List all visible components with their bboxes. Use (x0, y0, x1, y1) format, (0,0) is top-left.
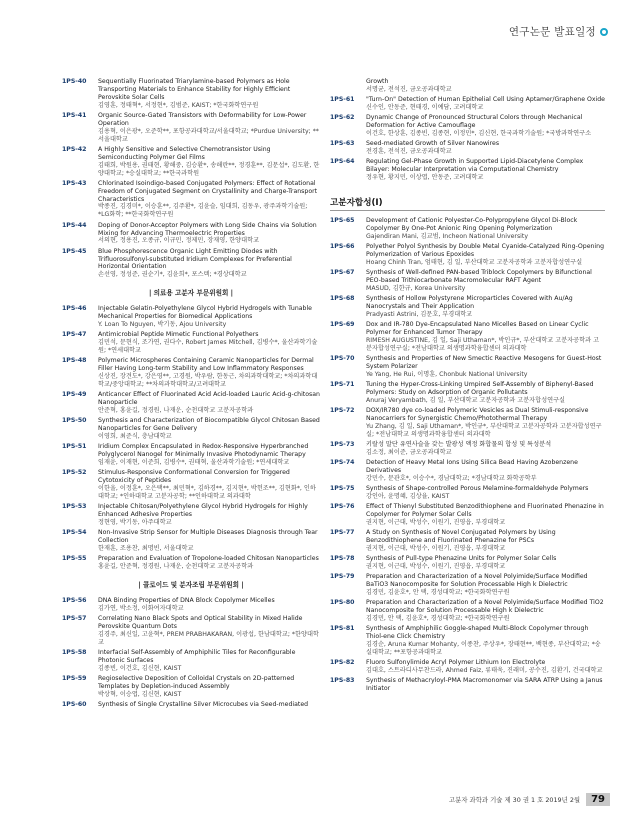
entry-authors: 강민수, 문관호*, 이승수*, 경남대학교; *경남대학교 화학공학부 (366, 474, 537, 482)
poster-entry (330, 625, 605, 657)
entry-code: 1PS-83 (330, 677, 355, 685)
entry-title: A Study on Synthesis of Novel Conjugated Polymers by Using Benzodithiophene and Fluorinated Phenazine for PSCs (366, 529, 556, 545)
entry-authors: 김경순, Aruna Kumar Mohanty, 이종찬, 주상우*, 장태현**, 백현종, 부산대학교; *숭실대학교; **포항공과대학교 (366, 641, 601, 657)
poster-entry (62, 146, 320, 178)
entry-title: Fluoro Sulfonylimide Acryl Polymer Lithium Ion Electrolyte (366, 659, 546, 667)
entry-code: 1PS-78 (330, 555, 355, 563)
poster-entry (62, 78, 320, 110)
poster-entry (62, 649, 320, 673)
entry-authors: 박종진, 김경미*, 이승훈**, 김주환*, 김윤슬, 임대희, 김동우, 광주과학기술원; *LG화학; **한국화학연구원 (98, 203, 308, 219)
entry-code: 1PS-49 (62, 391, 87, 399)
entry-code: 1PS-47 (62, 331, 87, 339)
entry-authors: 김태희, 박원용, 권태현, 황해중, 김승환*, 송해란**, 정경훈**, 김문섭*, 김도환, 한양대학교; *승실대학교; **한국과학원 (98, 161, 320, 177)
entry-authors: 강인아, 윤명혜, 김상율, KAIST (366, 493, 450, 501)
entry-code: 1PS-56 (62, 597, 87, 604)
entry-authors: 한재훈, 조용찬, 최명빈, 서울대학교 (98, 544, 194, 552)
entry-title: Tuning the Hyper-Cross-Linking Umpired Self-Assembly of Biphenyl-Based Polymers: Study on Adsorption of Organic Pollutants (366, 381, 594, 396)
poster-entry (62, 112, 320, 144)
entry-title: A Highly Sensitive and Selective Chemotransistor Using Semiconducting Polymer Gel Films (98, 145, 271, 161)
entry-title: Synthesis of Shape-controlled Porous Melamine-formaldehyde Polymers (366, 485, 589, 493)
entry-title: Anticancer Effect of Fluorinated Acid Acid-loaded Lauric Acid-g-chitosan Nanoparticle (98, 391, 320, 407)
entry-title: Synthesis of Amphiphilic Goggle-shaped Multi-Block Copolymer through Thiol-ene Click Chemistry (366, 625, 589, 641)
entry-authors: Hoang Chinh Tran, 엄태현, 김 일, 부산대학교 고분자공학과 고분자합성연구실 (366, 258, 583, 266)
entry-title: Dynamic Change of Pronounced Structural Colors through Mechanical Deformation for Active Camouflage (366, 114, 583, 130)
poster-entry (330, 503, 605, 527)
entry-code: 1PS-53 (62, 503, 87, 511)
entry-code: 1PS-75 (330, 485, 355, 493)
entry-code: 1PS-65 (330, 217, 355, 225)
poster-entry (330, 381, 605, 405)
section-title: 고분자합성(I) (330, 196, 605, 211)
entry-authors: 권지현, 이근대, 박성수, 이원기, 진영읍, 부경대학교 (366, 519, 506, 527)
poster-entry (330, 114, 605, 138)
entry-title: Effect of Thienyl Substituted Benzodithiophene and Fluorinated Phenazine in Copolymer for Polymer Solar Cells (366, 503, 604, 519)
entry-code: 1PS-82 (330, 659, 355, 667)
entry-title: Seed-mediated Growth of Silver Nanowires (366, 140, 500, 148)
entry-title: Organic Source-Gated Transistors with Deformability for Low-Power Operation (98, 111, 307, 127)
poster-entry (330, 96, 605, 112)
entry-title: Stimulus-Responsive Conformational Conversion for Triggered Cytotoxicity of Peptides (98, 469, 290, 485)
entry-code: 1PS-77 (330, 529, 355, 537)
entry-authors: 임재윤, 이재현, 이준희, 김병수*, 권태혁, 울산과학기술원; *연세대학교 (98, 459, 290, 467)
entry-code: 1PS-69 (330, 321, 355, 329)
entry-title: Injectable Gelatin-Polyethylene Glycol Hybrid Hydrogels with Tunable Mechanical Properties for Biomedical Applications (98, 305, 312, 321)
entry-title: "Turn-On" Detection of Human Epithelial Cell Using Aptamer/Graphene Oxide (366, 96, 605, 104)
entry-authors: Gajendiran Mani, 김교범, Incheon National University (366, 232, 528, 240)
entry-authors: 이영희, 최준식, 충남대학교 (98, 433, 172, 441)
entry-code: 1PS-44 (62, 221, 87, 229)
entry-authors: 김경민, 안 택, 김윤호*, 경성대학교; *한국화학연구원 (366, 615, 510, 623)
poster-entry (330, 485, 605, 501)
poster-entry (62, 701, 320, 709)
poster-entry (62, 180, 320, 220)
entry-code: 1PS-54 (62, 529, 87, 537)
poster-entry (330, 677, 605, 693)
poster-entry (330, 659, 605, 675)
entry-authors: 권지현, 이근대, 박성수, 이원기, 진영읍, 부경대학교 (366, 545, 506, 553)
entry-code: 1PS-81 (330, 625, 355, 633)
entry-authors: 김경주, 최신일, 고윤혁*, PREM PRABHAKARAN, 이광섭, 한남대학교; *한양대학교 (98, 630, 319, 646)
entry-title: DOX/IR780 dye co-loaded Polymeric Vesicles as Dual Stimuli-responsive Nanocarriers for Synergistic Chemo/Photothermal Therapy (366, 407, 589, 422)
entry-code: 1PS-43 (62, 179, 87, 187)
entry-code: 1PS-73 (330, 441, 355, 448)
entry-authors: 이건호, 한상훈, 김종빈, 김종현, 이정민*, 김신현, 한국과학기술원; *국방과학연구소 (366, 130, 592, 138)
poster-entry (62, 529, 320, 553)
entry-code: 1PS-74 (330, 459, 355, 467)
poster-entry (62, 615, 320, 647)
poster-entry (62, 331, 320, 355)
entry-authors: 서의현, 정용진, 오종규, 이규민, 정제민, 장재영, 한양대학교 (98, 237, 260, 245)
entry-title: Chlorinated Isoindigo-based Conjugated Polymers: Effect of Rotational Freedom of Conjugated Segment on Crystallinity and Charge-Transport Characteristics (98, 179, 318, 203)
page-number: 79 (586, 793, 610, 806)
entry-code: 1PS-76 (330, 503, 355, 511)
entry-authors: 안준혁, 홍윤길, 정경원, 나재운, 순천대학교 고분자공학과 (98, 407, 254, 414)
poster-entry (330, 355, 605, 379)
poster-entry (62, 503, 320, 527)
entry-code: 1PS-80 (330, 599, 355, 607)
entry-code: 1PS-45 (62, 247, 87, 255)
entry-title: Synthesis of Hollow Polystyrene Microparticles Covered with Au/Ag Nanocrystals and Their Application (366, 295, 573, 311)
entry-authors: 김민석, 문현식, 조가연, 권다수, Robert James Mitchell, 김병수*, 울산과학기술원; *연세대학교 (98, 339, 318, 355)
entry-code: 1PS-55 (62, 555, 87, 563)
entry-code: 1PS-51 (62, 443, 87, 451)
entry-code: 1PS-40 (62, 78, 87, 85)
entry-title: Antimicrobial Peptide Mimetic Functional Polyethers (98, 331, 259, 339)
entry-code: 1PS-59 (62, 675, 87, 683)
entry-authors: Anuraj Veryambath, 김 일, 부산대학교 고분자공학과 고분자합성연구실 (366, 396, 566, 404)
entry-authors: 정우현, 황지민, 이상엽, 안동준, 고려대학교 (366, 174, 484, 182)
entry-authors: 김대호, 스트라디사무찬드라, Ahmed Faiz, 류태욱, 진래미, 공수진, 김환기, 건국대학교 (366, 667, 603, 675)
entry-title: Development of Cationic Polyester-Co-Polypropylene Glycol Di-Block Copolymer By One-Pot Anionic Ring Opening Polymerization (366, 217, 578, 232)
poster-entry (330, 529, 605, 553)
poster-entry (330, 599, 605, 623)
entry-code: 1PS-71 (330, 381, 355, 389)
entry-authors: 권지현, 이근대, 박성수, 이원기, 진영읍, 부경대학교 (366, 563, 506, 571)
poster-entry (62, 443, 320, 467)
entry-authors: 김경민, 김윤호*, 안 택, 경성대학교; *한국화학연구원 (366, 589, 510, 597)
section-heading: | 의료용 고분자 부문위원회 | (148, 289, 234, 298)
entry-authors: 박상혁, 이승엽, 김신현, KAIST (98, 690, 182, 698)
entry-authors: 김가연, 박소정, 이화여자대학교 (98, 604, 184, 612)
entry-title: Polyether Polyol Synthesis by Double Metal Cyanide-Catalyzed Ring-Opening Polymerization of Various Epoxides (366, 243, 605, 258)
header-title: 연구논문 발표일정 (508, 26, 596, 38)
entry-title: Regulating Gel-Phase Growth in Supported Lipid-Diacetylene Complex Bilayer: Molecular Interpretation via Computational Chemistry (366, 158, 584, 174)
entry-authors: MASUD, 김한규, Korea University (366, 284, 466, 292)
entry-code: 1PS-66 (330, 243, 355, 251)
entry-code: 1PS-61 (330, 96, 355, 104)
entry-code: 1PS-79 (330, 573, 355, 581)
poster-entry (330, 555, 605, 571)
entry-title: DNA Binding Properties of DNA Block Copolymer Micelles (98, 597, 275, 604)
poster-entry (330, 459, 605, 483)
entry-title: Non-Invasive Strip Sensor for Multiple Diseases Diagnosis through Tear Collection (98, 529, 318, 545)
entry-code: 1PS-52 (62, 469, 87, 477)
entry-authors: 손선영, 정성준, 권순기*, 김윤희*, 포스텍; *경상대학교 (98, 271, 247, 279)
entry-continuation (330, 78, 605, 94)
entry-title: Sequentially Fluorinated Triarylamine-based Polymers as Hole Transporting Materials to Enhance Stability for Highly Efficient Perovskite Solar Cells (98, 78, 291, 101)
poster-entry (330, 321, 605, 353)
left-column (62, 78, 320, 711)
poster-entry (62, 597, 320, 613)
poster-entry (330, 407, 605, 439)
entry-code: 1PS-46 (62, 305, 87, 313)
entry-title: Doping of Donor-Acceptor Polymers with Long Side Chains via Solution Mixing for Advancing Thermoelectric Properties (98, 221, 317, 237)
right-column (330, 78, 605, 696)
entry-title: Preparation and Evaluation of Tropolone-loaded Chitosan Nanoparticles (98, 555, 319, 563)
entry-title: Synthesis of Methacryloyl-PMA Macromonomer via SARA ATRP Using a Janus Initiator (366, 677, 603, 693)
entry-code: 1PS-48 (62, 357, 87, 365)
entry-title: 키랄성 말단 유연사슬을 갖는 발광성 액정 화합물의 합성 및 특성분석 (366, 441, 552, 448)
entry-code: 1PS-72 (330, 407, 355, 415)
entry-code: 1PS-64 (330, 158, 355, 166)
poster-entry (62, 357, 320, 389)
entry-title: Synthesis and Characterization of Biocompatible Glycol Chitosan Based Nanoparticles for Gene Delivery (98, 417, 320, 433)
entry-title: Polymeric Microspheres Containing Ceramic Nanoparticles for Dermal Filler Having Long-term Stability and Low Inflammatory Responses (98, 357, 314, 373)
entry-title: Regioselective Deposition of Colloidal Crystals on 2D-patterned Templates by Depletion-induced Assembly (98, 675, 295, 690)
entry-authors: 전경훈, 전석진, 금오공과대학교 (366, 148, 452, 156)
entry-title: Synthesis and Properties of New Smectic Reactive Mesogens for Guest-Host System Polarizer (366, 355, 602, 370)
entry-authors: 김용혁, 이은광*, 오준학**, 포항공과대학교/서울대학교; *Purdue University; **서울대학교 (98, 127, 319, 143)
poster-entry (330, 158, 605, 182)
entry-title: Synthesis of Single Crystalline Silver Microcubes via Seed-mediated (98, 701, 309, 709)
entry-authors: Pradyasti Astrini, 김문호, 부경대학교 (366, 310, 473, 318)
entry-authors: 김종빈, 이건호, 김신현, KAIST (98, 664, 182, 672)
poster-entry (62, 417, 320, 441)
header-circle-icon (600, 28, 608, 36)
entry-code: 1PS-62 (330, 114, 355, 122)
entry-authors: 서명균, 전석진, 금오공과대학교 (366, 85, 452, 93)
entry-code: 1PS-67 (330, 269, 355, 277)
entry-code: 1PS-42 (62, 145, 87, 153)
entry-authors: 김영훈, 정태혁*, 서정현*, 김범준, KAIST; *한국화학연구원 (98, 101, 259, 109)
entry-code: 1PS-68 (330, 295, 355, 303)
footer-journal: 고분자 과학과 기술 제 30 권 1 호 2019년 2월 (449, 795, 581, 804)
entry-code: 1PS-63 (330, 140, 355, 148)
entry-authors: Y. Loan To Nguyen, 박기동, Ajou University (98, 321, 227, 329)
section-heading: | 콜로이드 및 분자조립 부문위원회 | (138, 581, 244, 589)
entry-authors: RIMESH AUGUSTINE, 김 일, Saji Uthaman*, 박인규*, 부산대학교 고분자공학과 고분자합성연구실; *전남대학교 의생명과학융합센터 의과대학 (366, 336, 600, 352)
poster-entry (62, 222, 320, 246)
poster-entry (330, 295, 605, 319)
poster-entry (330, 243, 605, 267)
entry-title: Interfacial Self-Assembly of Amphiphilic Tiles for Reconfigurable Photonic Surfaces (98, 649, 296, 664)
entry-title: Dox and IR-780 Dye-Encapsulated Nano Micelles Based on Linear Cyclic Polymer for Enhanced Tumor Therapy (366, 321, 589, 337)
entry-title: Synthesis of Well-defined PAN-based Triblock Copolymers by Bifunctional PEO-based Trithiocarbonate Macromolecular RAFT Agent (366, 269, 592, 284)
entry-code: 1PS-60 (62, 701, 87, 709)
poster-entry (62, 248, 320, 280)
entry-authors: 신수인, 안동준, 현태경, 이예담, 고려대학교 (366, 104, 484, 112)
entry-title: Iridium Complex Encapsulated in Redox-Responsive Hyperbranched Polyglycerol Nanogel for Minimally Invasive Photodynamic Therapy (98, 443, 309, 459)
poster-entry (62, 555, 320, 571)
poster-entry (330, 140, 605, 156)
poster-entry (330, 269, 605, 293)
page-footer (420, 791, 610, 807)
entry-code: 1PS-70 (330, 355, 355, 363)
entry-title: Correlating Nano Black Spots and Optical Stability in Mixed Halide Perovskite Quantum Dots (98, 615, 303, 631)
page-header (509, 24, 608, 39)
entry-authors: 정현영, 박기동, 아주대학교 (98, 518, 172, 526)
entry-title: Growth (366, 78, 389, 85)
entry-authors: 김소정, 최이준, 금오공과대학교 (366, 448, 452, 456)
entry-authors: Yu Zhang, 김 일, Saji Uthaman*, 박인규*, 부산대학교 고분자공학과 고분자합성연구실; *전남대학교 의생명과학융합센터 의과대학 (366, 422, 602, 438)
poster-entry (330, 217, 605, 241)
entry-title: Preparation and Characterization of a Novel Polyimide/Surface Modified TiO2 Nanocomposite for Solution Processable High k Dielectric (366, 599, 604, 615)
entry-authors: 홍윤길, 안준혁, 정경원, 나재운, 순천대학교 고분자공학과 (98, 563, 254, 571)
entry-code: 1PS-50 (62, 417, 87, 425)
poster-entry (62, 391, 320, 415)
entry-authors: 신상진, 장견도*, 강은영**, 고경원, 박우람, 한동근, 차의과학대학교; *차의과학대학교/중앙대학교; **차의과학대학교/고려대학교 (98, 373, 318, 388)
entry-title: Detection of Heavy Metal Ions Using Silica Bead Having Azobenzene Derivatives (366, 459, 578, 475)
entry-authors: 이한울, 이정훈*, 오은택**, 최민혁*, 김하경**, 김지현*, 박헌조**, 김현화*, 인하대학교; *인하대학교 고분자공학; **인하대학교 의과대학 (98, 485, 316, 500)
entry-title: Preparation and Characterization of a Novel Polyimide/Surface Modified BaTiO3 Nanocomposite for Solution Processable High k Dielectric (366, 573, 588, 589)
entry-code: 1PS-41 (62, 111, 87, 119)
entry-title: Injectable Chitosan/Polyethylene Glycol Hybrid Hydrogels for Highly Enhanced Adhesive Properties (98, 503, 308, 519)
entry-title: Synthesis of Pull-type Phenazine Units for Polymer Solar Cells (366, 555, 557, 563)
entry-code: 1PS-57 (62, 615, 87, 623)
poster-entry (330, 441, 605, 457)
poster-entry (62, 305, 320, 329)
entry-code: 1PS-58 (62, 649, 87, 657)
poster-entry (62, 469, 320, 501)
entry-title: Blue Phosphorescence Organic Light Emitting Diodes with Trifluorosulfonyl-substituted Iridium Complexes for Preferential Horizontal Orientation (98, 247, 292, 271)
entry-authors: Ye Yang, He Rui, 이명훈, Chonbuk National University (366, 370, 528, 378)
poster-entry (62, 675, 320, 699)
poster-entry (330, 573, 605, 597)
